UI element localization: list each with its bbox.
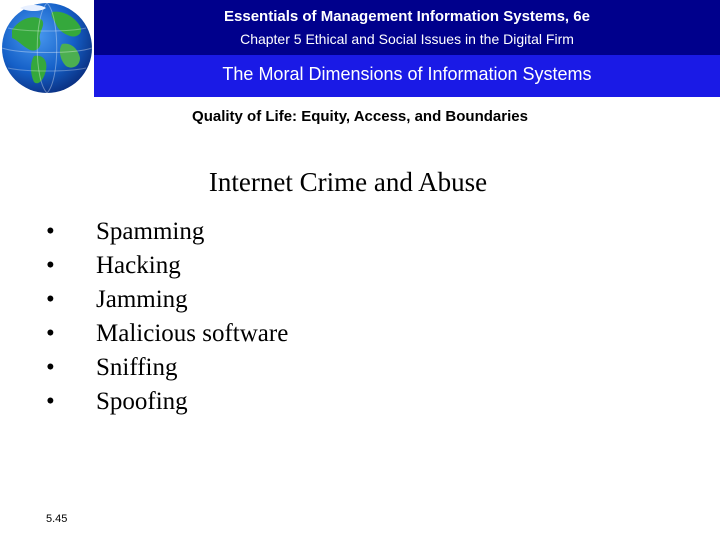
bullet-text: Hacking	[96, 252, 181, 279]
globe-icon	[0, 0, 94, 96]
bullet-list	[0, 215, 720, 419]
slide-number: 5.45	[46, 513, 68, 525]
list-item	[0, 249, 720, 283]
book-title: Essentials of Management Information Systems, 6e	[224, 8, 590, 25]
bullet-text: Sniffing	[96, 354, 178, 381]
bullet-text: Spoofing	[96, 388, 188, 415]
list-item	[0, 215, 720, 249]
topic-heading: Quality of Life: Equity, Access, and Boundaries	[192, 108, 528, 125]
list-item	[0, 317, 720, 351]
bullet-text: Malicious software	[96, 320, 289, 347]
bullet-marker: •	[46, 320, 55, 347]
list-item	[0, 385, 720, 419]
bullet-marker: •	[46, 252, 55, 279]
section-title: The Moral Dimensions of Information Systems	[222, 64, 592, 84]
slide-title: Internet Crime and Abuse	[208, 167, 488, 197]
bullet-text: Jamming	[96, 286, 188, 313]
bullet-marker: •	[46, 286, 55, 313]
list-item	[0, 283, 720, 317]
section-bar	[94, 55, 720, 97]
bullet-text: Spamming	[96, 218, 205, 245]
bullet-marker: •	[46, 354, 55, 381]
bullet-marker: •	[46, 218, 55, 245]
chapter-title: Chapter 5 Ethical and Social Issues in the Digital Firm	[240, 31, 574, 47]
list-item	[0, 351, 720, 385]
bullet-marker: •	[46, 388, 55, 415]
header-bar	[94, 0, 720, 55]
